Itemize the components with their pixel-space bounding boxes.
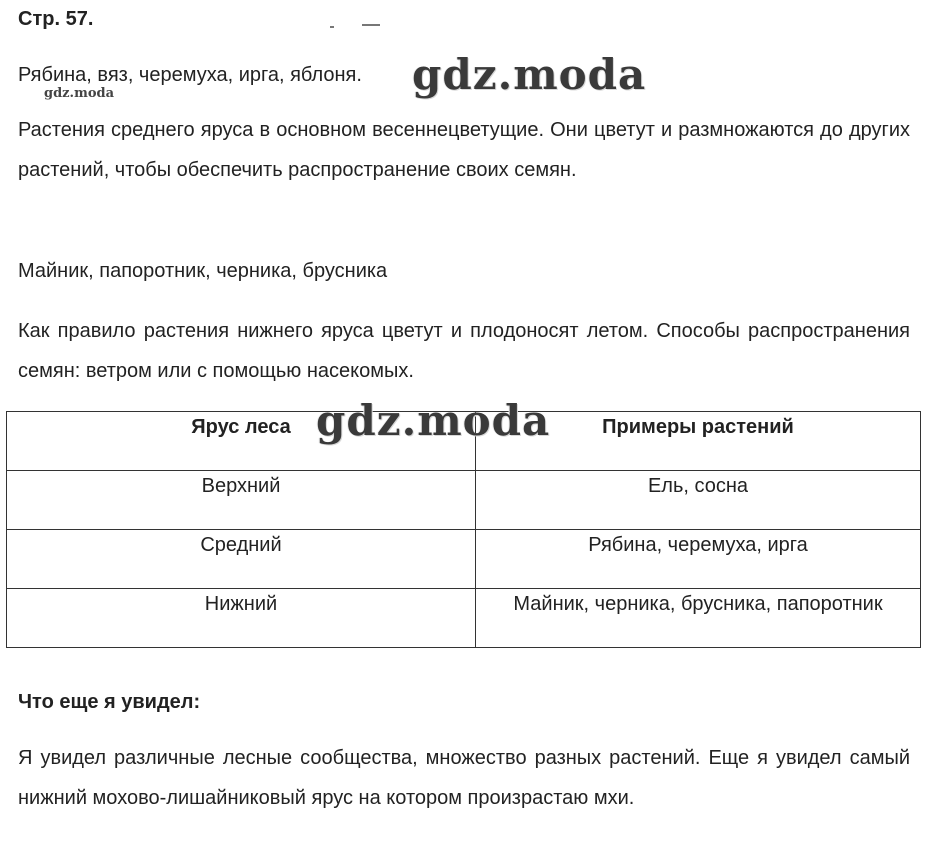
table-row	[7, 471, 921, 530]
table-cell: Майник, черника, брусника, папоротник	[476, 589, 921, 648]
paragraph-middle-layer-description: Растения среднего яруса в основном весеннецветущие. Они цветут и размножаются до других растений, чтобы обеспечить распространение своих семян.	[18, 119, 910, 181]
table-header-cell: Примеры растений	[476, 412, 921, 471]
forest-layers-table	[6, 411, 921, 648]
watermark-small: gdz.moda	[44, 86, 115, 101]
table-cell: Средний	[7, 530, 476, 589]
table-cell: Ель, сосна	[476, 471, 921, 530]
paragraph-middle-layer-plants: Рябина, вяз, черемуха, ирга, яблоня.	[18, 64, 362, 86]
table-cell: Рябина, черемуха, ирга	[476, 530, 921, 589]
table-cell: Верхний	[7, 471, 476, 530]
table-row	[7, 530, 921, 589]
paragraph-lower-layer-description: Как правило растения нижнего яруса цветут и плодоносят летом. Способы распространения семян: ветром или с помощью насекомых.	[18, 320, 910, 382]
watermark-logo: gdz.moda	[412, 50, 647, 99]
scan-speck	[330, 26, 334, 28]
table-row	[7, 589, 921, 648]
paragraph-observations: Я увидел различные лесные сообщества, множество разных растений. Еще я увидел самый нижний мохово-лишайниковый ярус на котором произрастаю мхи.	[18, 747, 910, 809]
table-header-cell: Ярус леса	[7, 412, 476, 471]
scan-speck	[362, 24, 380, 26]
table-cell: Нижний	[7, 589, 476, 648]
section-heading: Что еще я увидел:	[18, 691, 201, 713]
page-title: Стр. 57.	[18, 8, 94, 30]
paragraph-lower-layer-plants: Майник, папоротник, черника, брусника	[18, 260, 388, 282]
watermark-logo: gdz.moda	[316, 396, 551, 445]
